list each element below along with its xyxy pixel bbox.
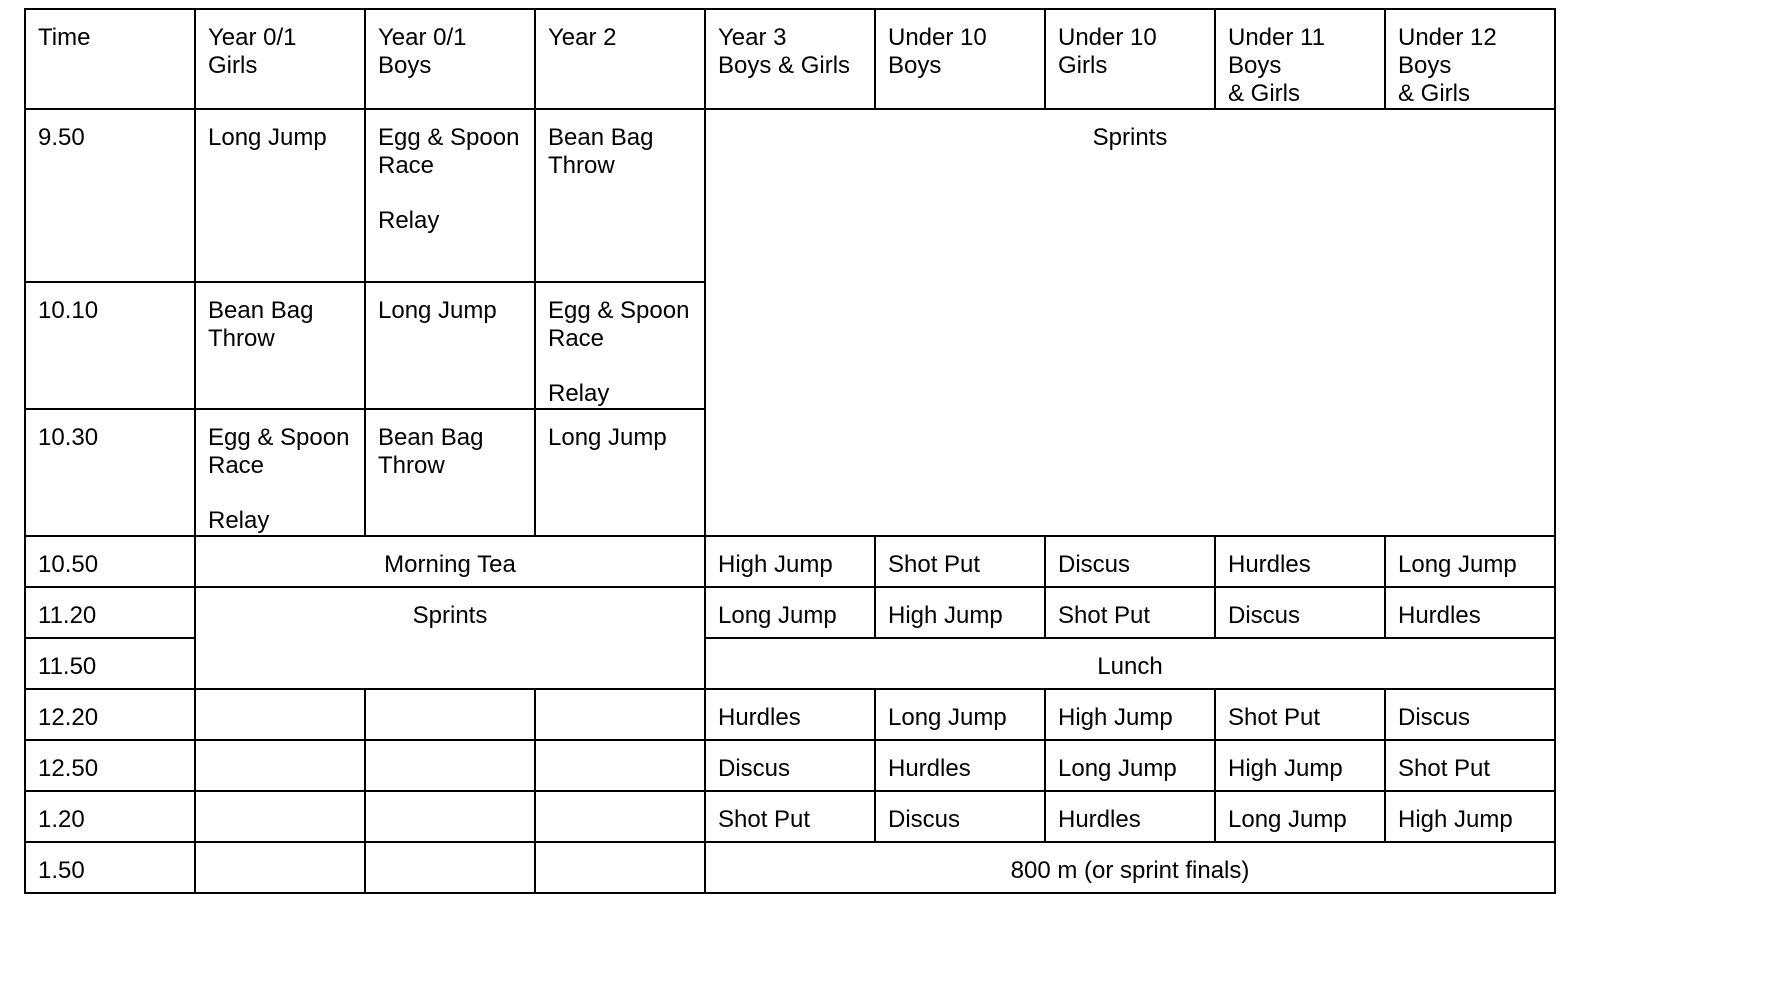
- event-cell: [195, 409, 365, 536]
- event-cell: High Jump: [1215, 740, 1385, 791]
- empty-cell: [535, 740, 705, 791]
- event-cell: High Jump: [1385, 791, 1555, 842]
- event-text: Egg & Spoon Race: [548, 297, 690, 352]
- event-cell: High Jump: [705, 536, 875, 587]
- event-cell: Shot Put: [875, 536, 1045, 587]
- empty-cell: [365, 791, 535, 842]
- empty-cell: [195, 689, 365, 740]
- schedule-row: [25, 536, 1555, 587]
- schedule-row: [25, 587, 1555, 638]
- event-cell: Discus: [1045, 536, 1215, 587]
- schedule-row: [25, 109, 1555, 282]
- junior-sprints-cell: Sprints: [195, 587, 705, 689]
- header-year-0-1-boys: Year 0/1 Boys: [365, 9, 535, 109]
- older-lunch-cell: Lunch: [705, 638, 1555, 689]
- event-cell: Long Jump: [1045, 740, 1215, 791]
- event-cell: Bean Bag Throw: [535, 109, 705, 282]
- schedule-row: [25, 842, 1555, 893]
- time-cell: 11.20: [25, 587, 195, 638]
- schedule-row: [25, 740, 1555, 791]
- event-cell: Bean Bag Throw: [195, 282, 365, 409]
- event-cell: Long Jump: [1215, 791, 1385, 842]
- event-cell: High Jump: [1045, 689, 1215, 740]
- empty-cell: [535, 842, 705, 893]
- event-cell: Hurdles: [1045, 791, 1215, 842]
- event-cell: Long Jump: [535, 409, 705, 536]
- time-cell: 1.50: [25, 842, 195, 893]
- event-cell: Bean Bag Throw: [365, 409, 535, 536]
- header-row: [25, 9, 1555, 109]
- event-cell: Shot Put: [1045, 587, 1215, 638]
- event-cell: Discus: [1215, 587, 1385, 638]
- header-time: Time: [25, 9, 195, 109]
- event-cell: Hurdles: [875, 740, 1045, 791]
- event-cell: Long Jump: [1385, 536, 1555, 587]
- sports-day-schedule-table: [24, 8, 1556, 894]
- event-cell: High Jump: [875, 587, 1045, 638]
- empty-cell: [535, 791, 705, 842]
- schedule-row: [25, 791, 1555, 842]
- event-cell: Discus: [1385, 689, 1555, 740]
- event-text: Egg & Spoon Race: [378, 124, 520, 179]
- event-text: Egg & Spoon Race: [208, 424, 350, 479]
- header-year-0-1-girls: Year 0/1 Girls: [195, 9, 365, 109]
- time-cell: 10.50: [25, 536, 195, 587]
- event-text: Relay: [208, 507, 270, 534]
- event-cell: Shot Put: [705, 791, 875, 842]
- empty-cell: [195, 791, 365, 842]
- time-cell: 10.30: [25, 409, 195, 536]
- schedule-row: [25, 689, 1555, 740]
- empty-cell: [365, 740, 535, 791]
- junior-morning-tea-cell: Morning Tea: [195, 536, 705, 587]
- event-cell: Hurdles: [1385, 587, 1555, 638]
- event-cell: Discus: [705, 740, 875, 791]
- event-cell: Discus: [875, 791, 1045, 842]
- time-cell: 1.20: [25, 791, 195, 842]
- time-cell: 9.50: [25, 109, 195, 282]
- event-cell: Hurdles: [1215, 536, 1385, 587]
- header-year-2: Year 2: [535, 9, 705, 109]
- event-text: Relay: [548, 380, 610, 407]
- empty-cell: [535, 689, 705, 740]
- event-cell: Long Jump: [195, 109, 365, 282]
- header-under-10-boys: Under 10 Boys: [875, 9, 1045, 109]
- header-under-12: Under 12 Boys & Girls: [1385, 9, 1555, 109]
- event-cell: [365, 109, 535, 282]
- header-under-11: Under 11 Boys & Girls: [1215, 9, 1385, 109]
- empty-cell: [195, 740, 365, 791]
- event-cell: Shot Put: [1385, 740, 1555, 791]
- event-cell: Long Jump: [875, 689, 1045, 740]
- header-year-3: Year 3 Boys & Girls: [705, 9, 875, 109]
- event-text: Relay: [378, 207, 440, 234]
- older-800m-cell: 800 m (or sprint finals): [705, 842, 1555, 893]
- event-cell: Long Jump: [365, 282, 535, 409]
- time-cell: 11.50: [25, 638, 195, 689]
- time-cell: 12.50: [25, 740, 195, 791]
- empty-cell: [195, 842, 365, 893]
- older-groups-sprints-cell: Sprints: [705, 109, 1555, 536]
- event-cell: Long Jump: [705, 587, 875, 638]
- time-cell: 10.10: [25, 282, 195, 409]
- event-cell: Hurdles: [705, 689, 875, 740]
- event-cell: [535, 282, 705, 409]
- time-cell: 12.20: [25, 689, 195, 740]
- empty-cell: [365, 842, 535, 893]
- header-under-10-girls: Under 10 Girls: [1045, 9, 1215, 109]
- empty-cell: [365, 689, 535, 740]
- event-cell: Shot Put: [1215, 689, 1385, 740]
